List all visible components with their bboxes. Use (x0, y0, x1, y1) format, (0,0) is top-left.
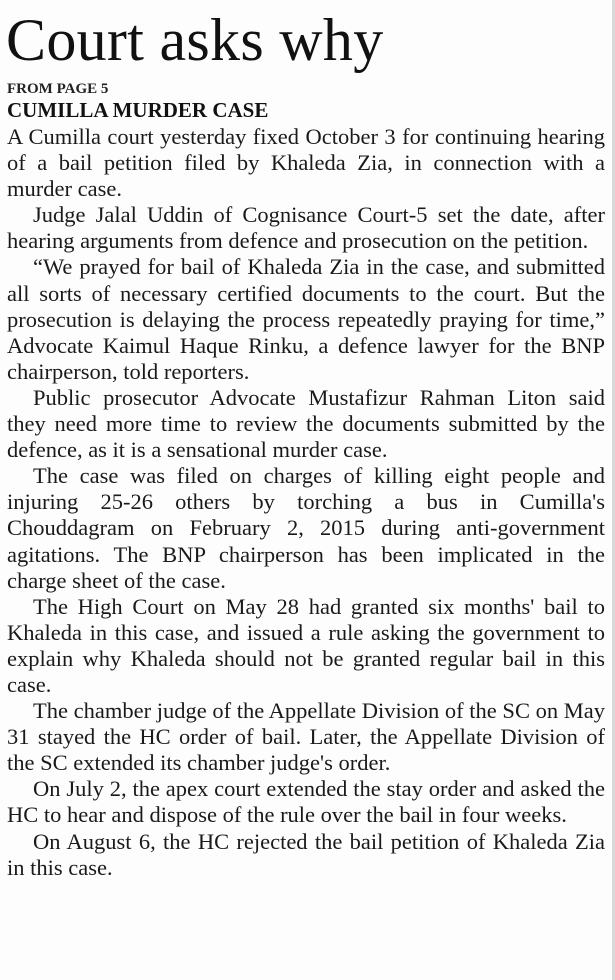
jump-line: FROM PAGE 5 (7, 81, 109, 97)
kicker: CUMILLA MURDER CASE (7, 98, 269, 122)
paragraph: “We prayed for bail of Khaleda Zia in the case, and submitted all sorts of necessary certified documents to the court. But the prosecution is delaying the process repeatedly praying for time,” Advocate Kaimul Haque Rinku, a defence lawyer for the BNP chairperson, told reporters. (7, 254, 605, 384)
paragraph: On August 6, the HC rejected the bail petition of Khaleda Zia in this case. (7, 828, 605, 880)
paragraph: The chamber judge of the Appellate Division of the SC on May 31 stayed the HC order of bail. Later, the Appellate Division of the SC extended its chamber judge's order. (7, 698, 605, 776)
article-body (7, 124, 605, 881)
paragraph: Judge Jalal Uddin of Cognisance Court-5 set the date, after hearing arguments from defence and prosecution on the petition. (7, 202, 605, 254)
paragraph: A Cumilla court yesterday fixed October 3 for continuing hearing of a bail petition filed by Khaleda Zia, in connection with a murder case. (7, 124, 605, 202)
paragraph: On July 2, the apex court extended the stay order and asked the HC to hear and dispose of the rule over the bail in four weeks. (7, 776, 605, 828)
paragraph: Public prosecutor Advocate Mustafizur Rahman Liton said they need more time to review the documents submitted by the defence, as it is a sensational murder case. (7, 384, 605, 463)
paragraph: The case was filed on charges of killing eight people and injuring 25-26 others by torching a bus in Cumilla's Chouddagram on February 2, 2015 during anti-government agitations. The BNP chairperson has been implicated in the charge sheet of the case. (7, 463, 605, 593)
headline: Court asks why (6, 7, 384, 73)
paragraph: The High Court on May 28 had granted six months' bail to Khaleda in this case, and issued a rule asking the government to explain why Khaleda should not be granted regular bail in this case. (7, 593, 605, 697)
